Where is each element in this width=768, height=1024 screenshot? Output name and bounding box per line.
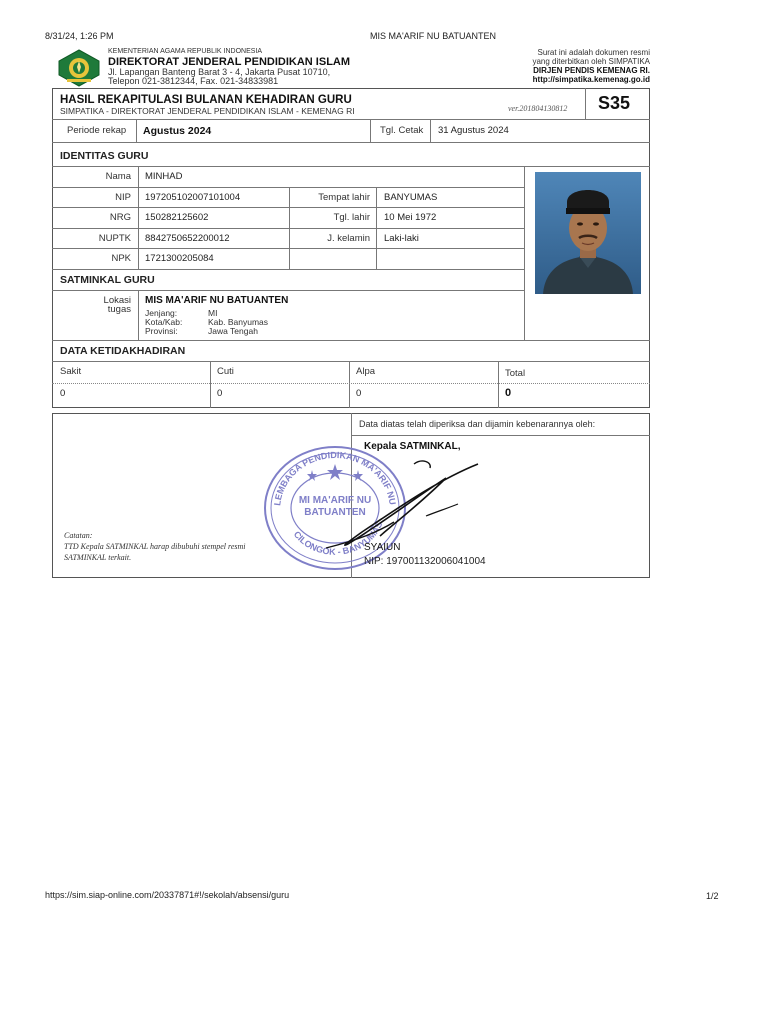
absence-section-title: DATA KETIDAKHADIRAN [60,345,186,357]
signer-role: Kepala SATMINKAL, [364,441,461,452]
jenjang-label: Jenjang: [145,308,178,318]
alpa-value: 0 [356,388,362,399]
lokasi-label: Lokasi [103,295,131,306]
nrg-value: 150282125602 [145,212,209,223]
jenis-kelamin-label: J. kelamin [327,233,370,244]
notes-line-2: SATMINKAL terkait. [64,553,132,562]
print-date-value: 31 Agustus 2024 [438,125,509,136]
cuti-header: Cuti [217,366,234,377]
print-page-number: 1/2 [706,891,719,901]
stamp-bottom-text: CILONGOK - BANYUMAS [291,520,385,557]
notes-label: Catatan: [64,531,93,540]
report-subtitle: SIMPATIKA - DIREKTORAT JENDERAL PENDIDIKAN ISLAM - KEMENAG RI [60,106,355,116]
nuptk-value: 8842750652200012 [145,233,230,244]
period-value: Agustus 2024 [143,125,212,137]
sakit-header: Sakit [60,366,82,377]
verification-text: Data diatas telah diperiksa dan dijamin kebenarannya oleh: [359,419,596,429]
tugas-label: tugas [107,304,131,315]
signer-name: SYAIUN [364,542,401,553]
directorate-address: Jl. Lapangan Banteng Barat 3 - 4, Jakarta Pusat 10710, [108,67,331,77]
stamp-line-2: BATUANTEN [304,507,366,518]
period-label: Periode rekap [67,125,127,136]
stamp-line-1: MI MA'ARIF NU [298,495,372,506]
nama-value: MINHAD [145,171,183,182]
jenis-kelamin-value: Laki-laki [384,233,419,244]
sakit-value: 0 [60,388,66,399]
total-header: Total [505,368,526,379]
directorate-name: DIREKTORAT JENDERAL PENDIDIKAN ISLAM [108,56,351,68]
print-url: https://sim.siap-online.com/20337871#!/sekolah/absensi/guru [45,890,290,900]
kota-value: Kab. Banyumas [208,317,269,327]
nama-label: Nama [105,171,131,182]
official-note-1: Surat ini adalah dokumen resmi [537,48,650,57]
report-code: S35 [598,93,631,113]
print-date-label: Tgl. Cetak [380,125,424,136]
directorate-phone: Telepon 021-3812344, Fax. 021-34833981 [108,76,279,86]
tgl-lahir-value: 10 Mei 1972 [384,212,437,223]
total-value: 0 [505,387,512,399]
npk-label: NPK [111,253,131,264]
handwritten-signature [318,456,488,556]
alpa-header: Alpa [356,366,376,377]
official-note-4: http://simpatika.kemenag.go.id [532,75,650,84]
kemenag-logo-icon [57,49,101,87]
nip-value: 197205102007101004 [145,192,241,203]
ministry-name: KEMENTERIAN AGAMA REPUBLIK INDONESIA [108,48,263,55]
print-datetime: 8/31/24, 1:26 PM [45,31,114,41]
jenjang-value: MI [208,308,218,318]
provinsi-label: Provinsi: [145,326,178,336]
kota-label: Kota/Kab: [145,317,183,327]
tempat-lahir-label: Tempat lahir [318,192,370,203]
npk-value: 1721300205084 [145,253,214,264]
notes-line-1: TTD Kepala SATMINKAL harap dibubuhi stempel resmi [64,542,246,551]
teacher-photo [535,172,641,294]
tgl-lahir-label: Tgl. lahir [333,212,370,223]
stamp-top-text: LEMBAGA PENDIDIKAN MA'ARIF NU [272,449,398,507]
satminkal-section-title: SATMINKAL GURU [60,274,155,286]
official-note-2: yang diterbitkan oleh SIMPATIKA [532,57,650,66]
report-version: ver.201804130812 [508,104,568,113]
report-title: HASIL REKAPITULASI BULANAN KEHADIRAN GURU [60,94,352,106]
print-page-title: MIS MA'ARIF NU BATUANTEN [370,31,497,41]
provinsi-value: Jawa Tengah [208,326,258,336]
nip-label: NIP [115,192,131,203]
nuptk-label: NUPTK [98,233,131,244]
signer-nip: NIP: 197001132006041004 [364,556,486,567]
school-name: MIS MA'ARIF NU BATUANTEN [145,295,289,306]
identity-section-title: IDENTITAS GURU [60,150,149,162]
nrg-label: NRG [109,212,131,223]
official-note-3: DIRJEN PENDIS KEMENAG RI. [533,66,650,75]
tempat-lahir-value: BANYUMAS [384,192,438,203]
cuti-value: 0 [217,388,223,399]
